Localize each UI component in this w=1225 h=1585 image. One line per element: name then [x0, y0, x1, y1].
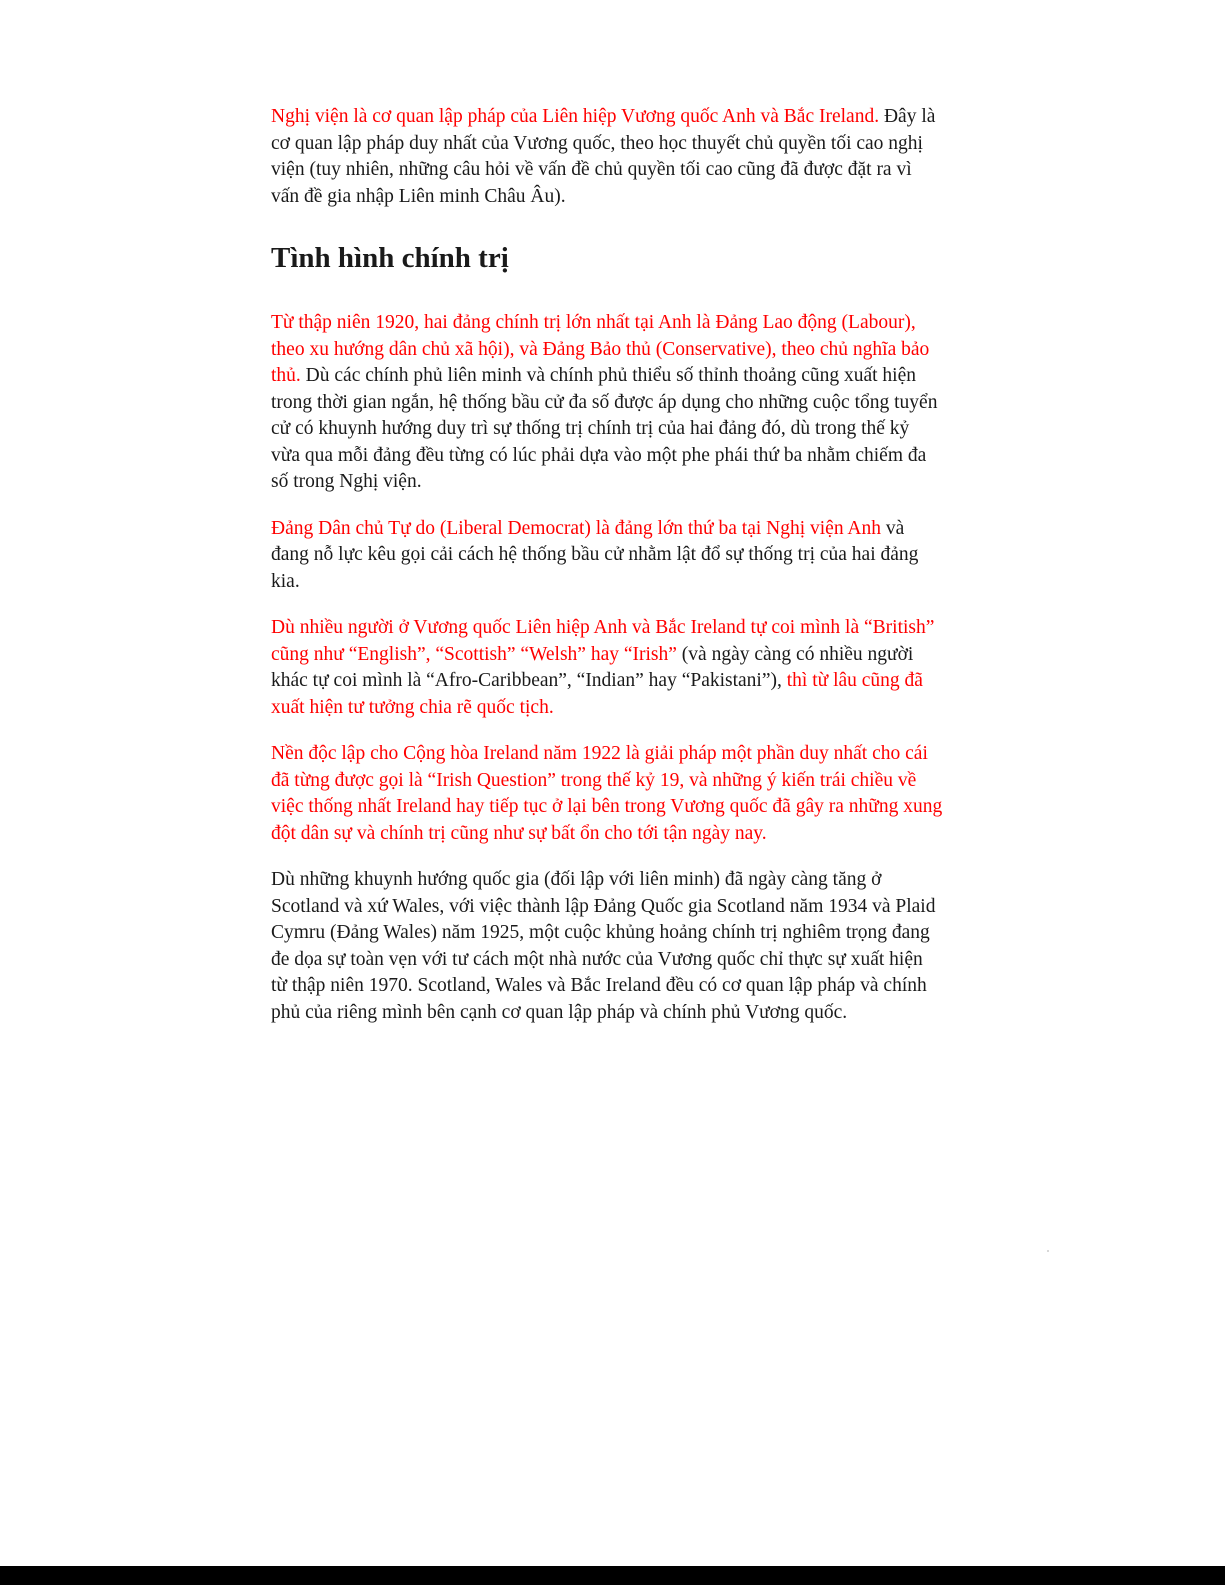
highlighted-text: Dù nhiều người ở Vương quốc Liên hiệp Anh và Bắc Ireland tự coi mình là “British” cũng như “English”, “Scottish” “Welsh” hay “Irish”	[271, 617, 935, 665]
highlighted-text: thì từ lâu cũng đã xuất hiện tư tưởng chia rẽ quốc tịch.	[271, 670, 923, 718]
paragraph-two-parties	[271, 310, 943, 496]
body-text: Dù các chính phủ liên minh và chính phủ thiểu số thỉnh thoảng cũng xuất hiện trong thời gian ngắn, hệ thống bầu cử đa số được áp dụng cho những cuộc tổng tuyển cử có khuynh hướng duy trì sự thống trị chính trị của hai đảng đó, dù trong thế kỷ vừa qua mỗi đảng đều từng có lúc phải dựa vào một phe phái thứ ba nhằm chiếm đa số trong Nghị viện.	[271, 365, 938, 492]
highlighted-text: Từ thập niên 1920, hai đảng chính trị lớn nhất tại Anh là Đảng Lao động (Labour), theo xu hướng dân chủ xã hội), và Đảng Bảo thủ (Conservative), theo chủ nghĩa bảo thủ.	[271, 312, 930, 386]
highlighted-text: Nền độc lập cho Cộng hòa Ireland năm 1922 là giải pháp một phần duy nhất cho cái đã từng được gọi là “Irish Question” trong thế kỷ 19, và những ý kiến trái chiều về việc thống nhất Ireland hay tiếp tục ở lại bên trong Vương quốc đã gây ra những xung đột dân sự và chính trị cũng như sự bất ổn cho tới tận ngày nay.	[271, 743, 943, 844]
body-text: Dù những khuynh hướng quốc gia (đối lập với liên minh) đã ngày càng tăng ở Scotland và xứ Wales, với việc thành lập Đảng Quốc gia Scotland năm 1934 và Plaid Cymru (Đảng Wales) năm 1925, một cuộc khủng hoảng chính trị nghiêm trọng đang đe dọa sự toàn vẹn với tư cách một nhà nước của Vương quốc chỉ thực sự xuất hiện từ thập niên 1970. Scotland, Wales và Bắc Ireland đều có cơ quan lập pháp và chính phủ của riêng mình bên cạnh cơ quan lập pháp và chính phủ Vương quốc.	[271, 869, 936, 1023]
highlighted-text: Nghị viện là cơ quan lập pháp của Liên hiệp Vương quốc Anh và Bắc Ireland.	[271, 106, 880, 127]
body-text: và đang nỗ lực kêu gọi cải cách hệ thống bầu cử nhằm lật đổ sự thống trị của hai đảng kia.	[271, 517, 919, 592]
paragraph-nationality	[271, 615, 943, 721]
bottom-border	[0, 1566, 1225, 1585]
scan-speck	[1047, 1250, 1049, 1252]
body-text: (và ngày càng có nhiều người khác tự coi mình là “Afro-Caribbean”, “Indian” hay “Pakistani”),	[271, 643, 914, 691]
paragraph-liberal-democrat	[271, 516, 943, 596]
section-heading: Tình hình chính trị	[271, 242, 509, 274]
paragraph-scotland-wales	[271, 867, 943, 1026]
highlighted-text: Đảng Dân chủ Tự do (Liberal Democrat) là đảng lớn thứ ba tại Nghị viện Anh	[271, 517, 881, 539]
paragraph-parliament	[271, 104, 943, 210]
document-page	[271, 104, 943, 1026]
paragraph-ireland	[271, 741, 943, 847]
body-text: Đây là cơ quan lập pháp duy nhất của Vương quốc, theo học thuyết chủ quyền tối cao nghị viện (tuy nhiên, những câu hỏi về vấn đề chủ quyền tối cao cũng đã được đặt ra vì vấn đề gia nhập Liên minh Châu Âu).	[271, 106, 936, 207]
